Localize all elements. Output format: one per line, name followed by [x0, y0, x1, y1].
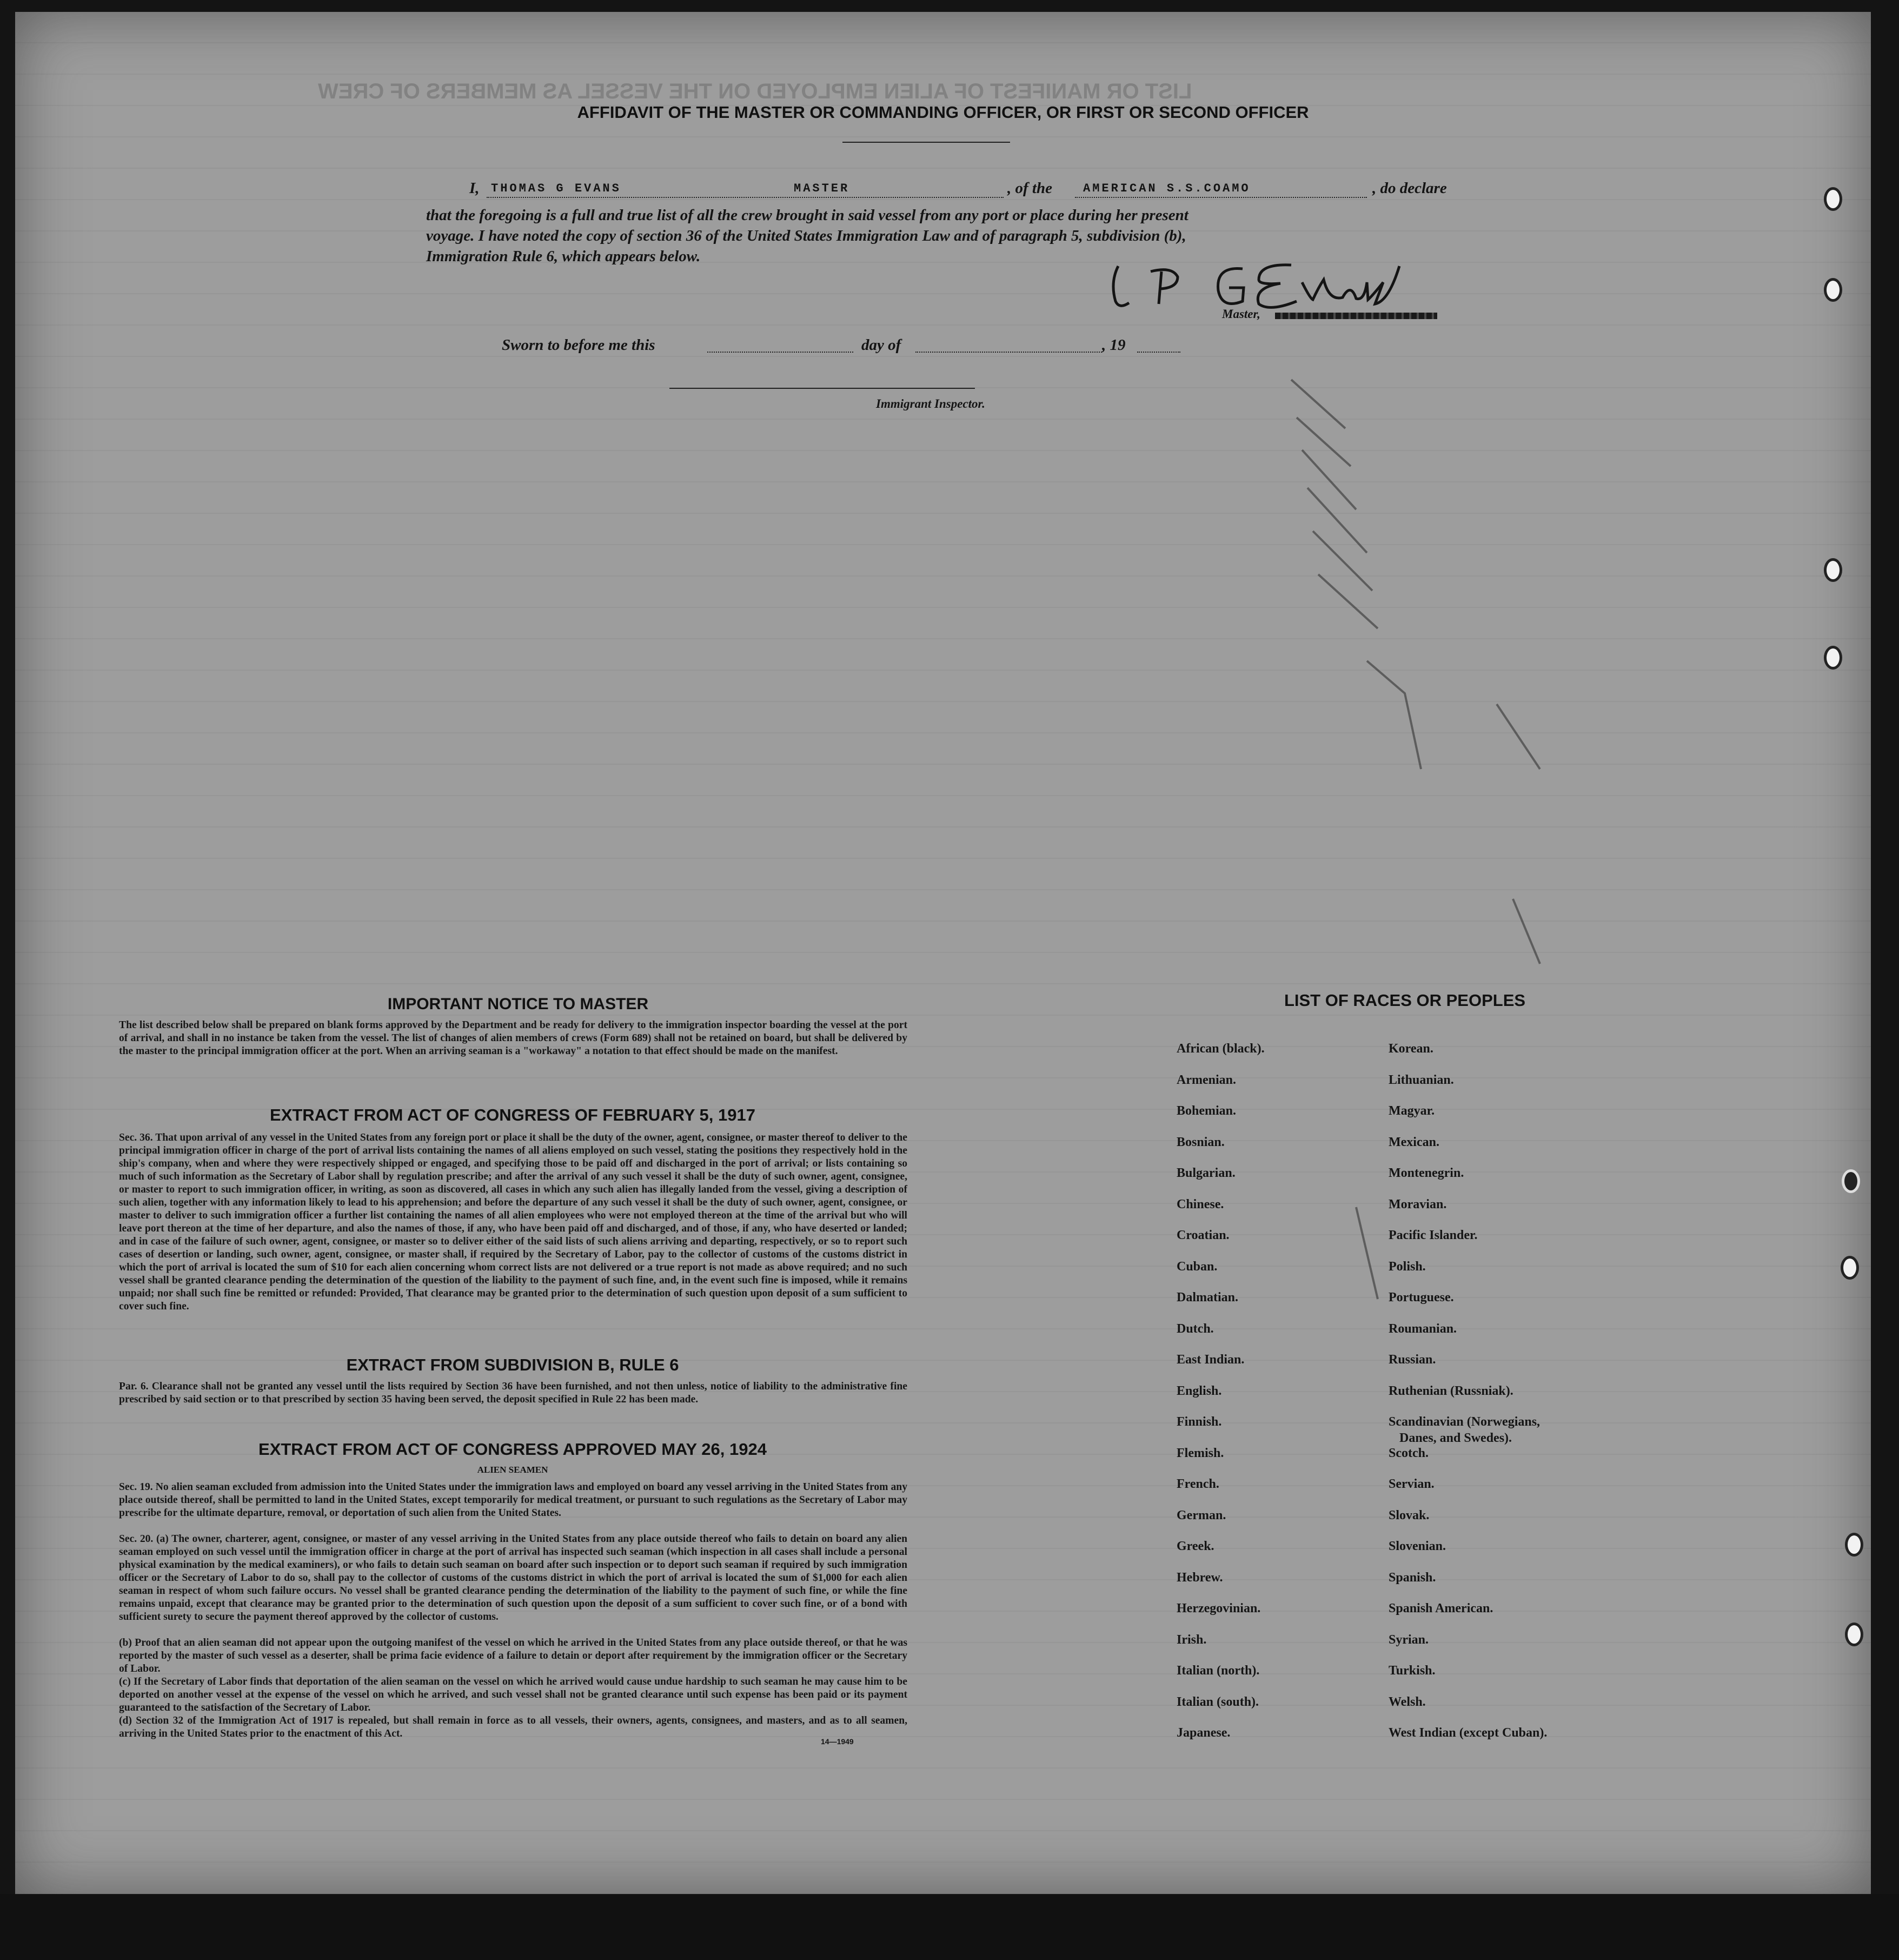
race-item: Irish.: [1177, 1632, 1207, 1647]
master-signature: [1097, 250, 1443, 320]
race-item: Finnish.: [1177, 1415, 1222, 1429]
race-item: Portuguese.: [1389, 1290, 1454, 1305]
document-page: [15, 12, 1871, 1894]
punch-hole: [1845, 1533, 1863, 1557]
race-item: Korean.: [1389, 1042, 1433, 1056]
sworn-month-line: [915, 352, 1102, 353]
race-item: Scandinavian (Norwegians,: [1389, 1415, 1541, 1429]
sworn-year-line: [1137, 352, 1180, 353]
punch-hole: [1841, 1256, 1859, 1280]
i-label: I,: [469, 180, 480, 197]
punch-hole: [1824, 187, 1842, 211]
sec-20a-text: Sec. 20. (a) The owner, charterer, agent, consignee, or master of any vessel arriving in the United States from any place outside thereof who fails to detain on board any alien seaman employed on such vessel until the immigration officer in charge at the port of arrival has inspected such seaman (which inspection in all cases shall include a personal physical examination by the medical examiners), or who fails to detain such seaman on board after such inspection or to deport such seaman if required by such immigration officer or the Secretary of Labor to do so, shall pay to the collector of customs of the customs district in which the port of arrival is located the sum of $1,000 for each alien seaman in respect of whom such failure occurs. No vessel shall be granted clearance pending the determination of the liability to the payment of such fine, or while the fine remains unpaid, except that clearance may be granted prior to the determination of such question upon the deposit of a sum sufficient to cover such fine, or of a bond with sufficient surety to secure the payment thereof approved by the collector of customs.: [119, 1533, 907, 1623]
extract-rule6-title: EXTRACT FROM SUBDIVISION B, RULE 6: [346, 1355, 679, 1374]
year-label: , 19: [1102, 336, 1126, 354]
race-item: Russian.: [1389, 1353, 1436, 1367]
race-item: Servian.: [1389, 1477, 1435, 1491]
race-item: Slovenian.: [1389, 1539, 1446, 1553]
affidavit-line-2: voyage. I have noted the copy of section 36 of the United States Immigration Law and of paragraph 5, subdivision (b),: [426, 227, 1186, 244]
race-item: Montenegrin.: [1389, 1166, 1464, 1180]
race-item: Dalmatian.: [1177, 1290, 1238, 1305]
race-item: Flemish.: [1177, 1446, 1224, 1460]
punch-hole: [1845, 1623, 1863, 1646]
of-the-label: , of the: [1007, 180, 1052, 197]
race-item: Spanish.: [1389, 1570, 1436, 1585]
scan-border: [0, 1894, 1899, 1960]
pencil-marks: [1259, 358, 1637, 1332]
master-rank: MASTER: [794, 182, 850, 195]
master-label: Master,: [1222, 307, 1260, 321]
extract-1917-title: EXTRACT FROM ACT OF CONGRESS OF FEBRUARY 5, 1917: [270, 1105, 755, 1124]
vessel-line: [1075, 197, 1367, 198]
extract-1917-text: Sec. 36. That upon arrival of any vessel in the United States from any foreign port or place it shall be the duty of the owner, agent, consignee, or master thereof to deliver to the principal immigration officer in charge of the port of arrival lists containing the names of all aliens employed on such vessel, stating the positions they respectively hold in the ship's company, when and where they were respectively shipped or engaged, and specifying those to be paid off and discharged in the port of arrival; or lists containing so much of such information as the Secretary of Labor shall by regulation prescribe; and after the arrival of any such vessel it shall be the duty of such owner, agent, consignee, or master to report to such immigration officer, in writing, as soon as discovered, all cases in which any such alien has illegally landed from the vessel, giving a description of such alien, together with any information likely to lead to his apprehension; and before the departure of any such vessel it shall be the duty of such owner, agent, consignee, or master to deliver to such immigration officer a further list containing the names of all alien employees who were not employed thereon at the time of the arrival but who will leave port thereon at the time of her departure, and also the names of those, if any, who have been paid off and discharged, and of those, if any, who have deserted or landed; and in case of the failure of such owner, agent, consignee, or master so to deliver either of the said lists of such aliens arriving and departing, respectively, or so to report such cases of desertion or landing, such owner, agent, consignee, or master shall, if required by the Secretary of Labor, pay to the collector of customs of the customs district in which the port of arrival is located the sum of $10 for each alien concerning whom correct lists are not delivered or a true report is not made as above required; and no such vessel shall be granted clearance pending the determination of the question of the liability to the payment of such fine, and, in the event such fine is imposed, while it remains unpaid; nor shall such fine be remitted or refunded: Provided, That clearance may be granted prior to the determination of such question upon deposit of a sum sufficient to cover such fine.: [119, 1132, 907, 1312]
form-code: 14—1949: [821, 1737, 854, 1746]
sworn-day-line: [707, 352, 853, 353]
race-item: Welsh.: [1389, 1694, 1426, 1709]
race-item: Spanish American.: [1389, 1601, 1493, 1615]
inspector-label: Immigrant Inspector.: [876, 397, 985, 410]
master-name: THOMAS G EVANS: [491, 182, 621, 195]
bleed-through-header: LIST OR MANIFEST OF ALIEN EMPLOYED ON THE VESSEL AS MEMBERS OF CREW: [318, 80, 1192, 103]
race-item: Chinese.: [1177, 1197, 1224, 1211]
vessel-name: AMERICAN S.S.COAMO: [1083, 182, 1251, 195]
race-item: Hebrew.: [1177, 1570, 1223, 1585]
race-item: Ruthenian (Russniak).: [1389, 1383, 1513, 1398]
race-item: East Indian.: [1177, 1353, 1245, 1367]
race-item: French.: [1177, 1477, 1219, 1491]
race-item: Polish.: [1389, 1259, 1426, 1274]
race-item: Syrian.: [1389, 1632, 1429, 1647]
race-item: Pacific Islander.: [1389, 1228, 1478, 1242]
punch-hole: [1824, 646, 1842, 670]
declare-label: , do declare: [1372, 180, 1447, 197]
race-item: Armenian.: [1177, 1072, 1236, 1087]
affidavit-line-1: that the foregoing is a full and true list of all the crew brought in said vessel from any port or place during her present: [426, 207, 1188, 224]
race-item: Turkish.: [1389, 1664, 1436, 1678]
race-item: Herzegovinian.: [1177, 1601, 1261, 1615]
race-item: Greek.: [1177, 1539, 1214, 1553]
affidavit-line-3: Immigration Rule 6, which appears below.: [426, 248, 701, 265]
punch-hole: [1824, 278, 1842, 302]
sec-20c-text: (c) If the Secretary of Labor finds that deportation of the alien seaman on the vessel on which he arrived would cause undue hardship to such seaman he may cause him to be deported on another vessel at the expense of the vessel on which he arrived, and such vessel shall not be granted clearance until such expense has been paid or its payment guaranteed to the satisfaction of the Secretary of Labor.: [119, 1676, 907, 1713]
race-item: Bohemian.: [1177, 1104, 1237, 1118]
sec-19-text: Sec. 19. No alien seaman excluded from admission into the United States under the immigration laws and employed on board any vessel arriving in the United States from any place outside thereof, shall be permitted to land in the United States, except temporarily for medical treatment, or pursuant to such regulations as the Secretary of Labor may prescribe for the ultimate departure, removal, or deportation of such alien from the United States.: [119, 1481, 907, 1519]
race-item: Bulgarian.: [1177, 1166, 1236, 1180]
races-title: LIST OF RACES OR PEOPLES: [1284, 991, 1526, 1010]
race-item: Danes, and Swedes).: [1399, 1431, 1512, 1445]
race-item: English.: [1177, 1383, 1222, 1398]
race-item: Scotch.: [1389, 1446, 1429, 1460]
affidavit-title: AFFIDAVIT OF THE MASTER OR COMMANDING OFFICER, OR FIRST OR SECOND OFFICER: [577, 103, 1309, 122]
sec-20b-text: (b) Proof that an alien seaman did not appear upon the outgoing manifest of the vessel on which he arrived in the United States from any place outside thereof, or that he was reported by the master of such vessel as a deserter, shall be prima facie evidence of a failure to detain or deport after requirement by the immigration officer or the Secretary of Labor.: [119, 1637, 907, 1674]
race-item: Dutch.: [1177, 1321, 1214, 1336]
sec-20d-text: (d) Section 32 of the Immigration Act of 1917 is repealed, but shall remain in force as to all vessels, their owners, agents, consignees, and masters, and as to all seamen, arriving in the United States prior to the enactment of this Act.: [119, 1715, 907, 1739]
title-underline: [842, 142, 1010, 143]
race-item: African (black).: [1177, 1042, 1265, 1056]
race-item: Bosnian.: [1177, 1135, 1225, 1149]
extract-rule6-text: Par. 6. Clearance shall not be granted any vessel until the lists required by Section 36 have been furnished, and not then unless, notice of liability to the administrative fine prescribed by said section or to that prescribed by section 35 having been served, the deposit specified in Rule 22 has been made.: [119, 1381, 907, 1405]
race-item: German.: [1177, 1508, 1226, 1522]
notice-title: IMPORTANT NOTICE TO MASTER: [387, 995, 649, 1013]
race-item: Cuban.: [1177, 1259, 1218, 1274]
race-item: Croatian.: [1177, 1228, 1230, 1242]
race-item: Lithuanian.: [1389, 1072, 1454, 1087]
struck-out-title: [1275, 313, 1437, 319]
alien-seamen-subtitle: ALIEN SEAMEN: [477, 1465, 548, 1475]
race-item: Japanese.: [1177, 1726, 1231, 1740]
sworn-label: Sworn to before me this: [502, 336, 655, 354]
extract-1924-title: EXTRACT FROM ACT OF CONGRESS APPROVED MAY 26, 1924: [258, 1440, 767, 1459]
day-of-label: day of: [861, 336, 901, 354]
notice-text: The list described below shall be prepared on blank forms approved by the Department and be ready for delivery to the immigration inspector boarding the vessel at the port of arrival, and shall in no instance be taken from the vessel. The list of changes of alien members of crews (Form 689) shall not be retained on board, but shall be delivered by the master to the principal immigration officer at the port. When an arriving seaman is a "workaway" a notation to that effect should be made on the manifest.: [119, 1019, 907, 1057]
race-item: Magyar.: [1389, 1104, 1435, 1118]
race-item: Slovak.: [1389, 1508, 1430, 1522]
race-item: West Indian (except Cuban).: [1389, 1726, 1548, 1740]
inspector-line: [669, 388, 975, 389]
race-item: Roumanian.: [1389, 1321, 1457, 1336]
punch-hole: [1824, 558, 1842, 582]
race-item: Italian (north).: [1177, 1664, 1260, 1678]
race-item: Moravian.: [1389, 1197, 1447, 1211]
name-line: [487, 197, 1004, 198]
race-item: Mexican.: [1389, 1135, 1439, 1149]
race-item: Italian (south).: [1177, 1694, 1259, 1709]
punch-hole: [1842, 1169, 1860, 1193]
